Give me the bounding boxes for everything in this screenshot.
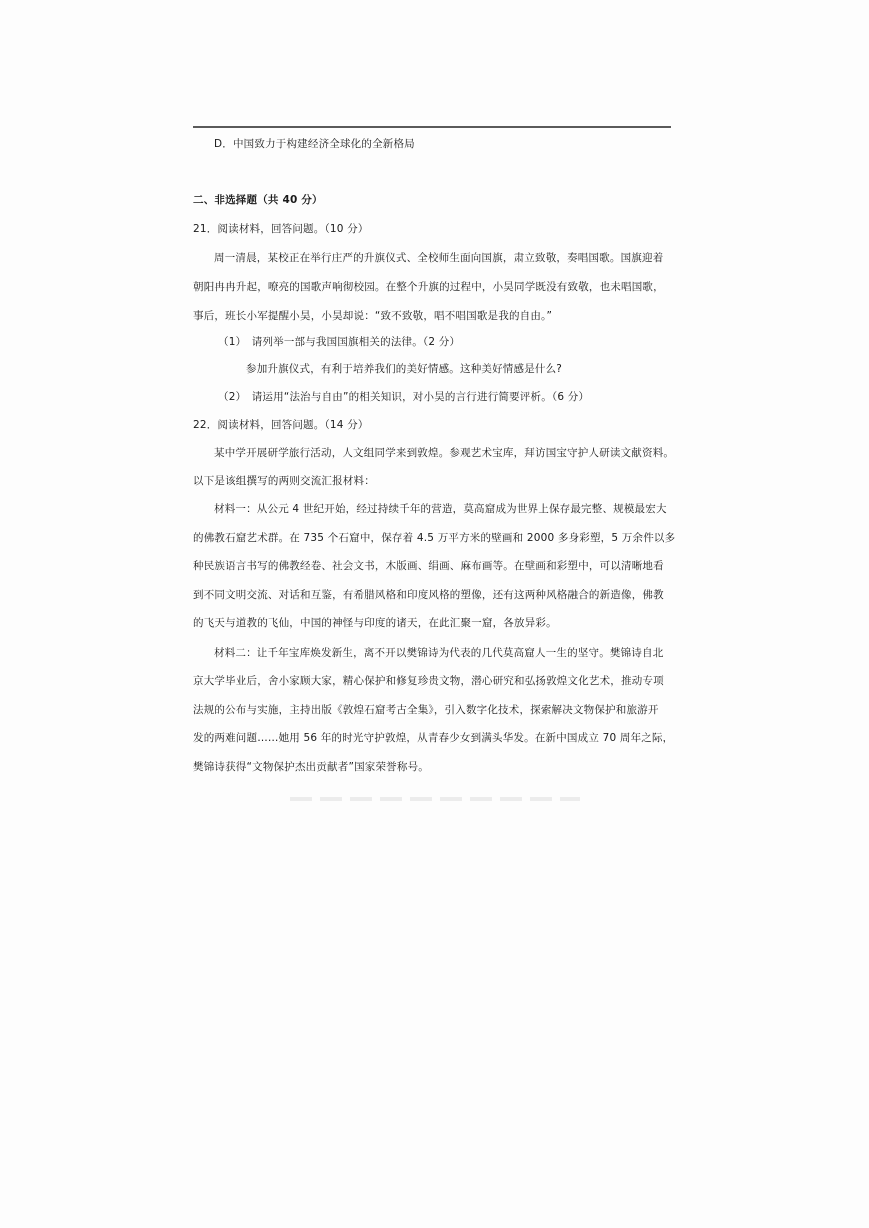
q22-material1-line: 的佛教石窟艺术群。在 735 个石窟中，保存着 4.5 万平方米的壁画和 2000 多身彩塑，5 万余件以多: [193, 532, 676, 544]
q21-sub1: （1） 请列举一部与我国国旗相关的法律。（2 分）: [218, 336, 461, 348]
q21-material-line: 事后，班长小军提醒小昊，小昊却说：“致不致敬，唱不唱国歌是我的自由。”: [193, 310, 553, 322]
q21-sub2: （2） 请运用“法治与自由”的相关知识，对小昊的言行进行简要评析。（6 分）: [218, 391, 590, 403]
q22-material1-line: 种民族语言书写的佛教经卷、社会文书，木版画、绢画、麻布画等。在壁画和彩塑中，可以清晰地看: [193, 560, 664, 572]
q21-sub1-followup: 参加升旗仪式，有利于培养我们的美好情感。这种美好情感是什么?: [246, 363, 563, 375]
q22-material2-line: 京大学毕业后，舍小家顾大家，精心保护和修复珍贵文物，潜心研究和弘扬敦煌文化艺术，推动专项: [193, 675, 664, 687]
q22-material2-line: 发的两难问题……她用 56 年的时光守护敦煌，从青春少女到满头华发。在新中国成立 70 周年之际，: [193, 732, 674, 744]
q22-prompt: 22．阅读材料，回答问题。（14 分）: [193, 419, 369, 431]
q22-material1-line: 到不同文明交流、对话和互鉴，有希腊风格和印度风格的塑像，还有这两种风格融合的新造像，佛教: [193, 589, 664, 601]
q22-material1-line: 的飞天与道教的飞仙，中国的神怪与印度的诸天，在此汇聚一窟，各放异彩。: [193, 617, 557, 629]
top-divider: [193, 126, 671, 128]
q22-intro-line: 某中学开展研学旅行活动，人文组同学来到敦煌。参观艺术宝库，拜访国宝守护人研读文献资料。: [214, 447, 675, 459]
section-title: 二、非选择题（共 40 分）: [193, 194, 323, 206]
q22-material1-line: 材料一：从公元 4 世纪开始，经过持续千年的营造，莫高窟成为世界上保存最完整、规模最宏大: [214, 503, 667, 515]
scan-artifact: [290, 797, 580, 801]
q22-material2-line: 樊锦诗获得“文物保护杰出贡献者”国家荣誉称号。: [193, 761, 429, 773]
option-d: D．中国致力于构建经济全球化的全新格局: [214, 138, 415, 150]
q22-material2-line: 材料二：让千年宝库焕发新生，离不开以樊锦诗为代表的几代莫高窟人一生的坚守。樊锦诗自北: [214, 647, 664, 659]
q21-material-line: 朝阳冉冉升起，嘹亮的国歌声响彻校园。在整个升旗的过程中，小昊同学既没有致敬，也未唱国歌，: [193, 281, 664, 293]
q22-material2-line: 法规的公布与实施，主持出版《敦煌石窟考古全集》，引入数字化技术，探索解决文物保护和旅游开: [193, 704, 659, 716]
q21-prompt: 21．阅读材料，回答问题。（10 分）: [193, 223, 369, 235]
q21-material-line: 周一清晨，某校正在举行庄严的升旗仪式、全校师生面向国旗，肃立致敬，奏唱国歌。国旗迎着: [214, 252, 664, 264]
q22-intro-line: 以下是该组撰写的两则交流汇报材料：: [193, 475, 375, 487]
